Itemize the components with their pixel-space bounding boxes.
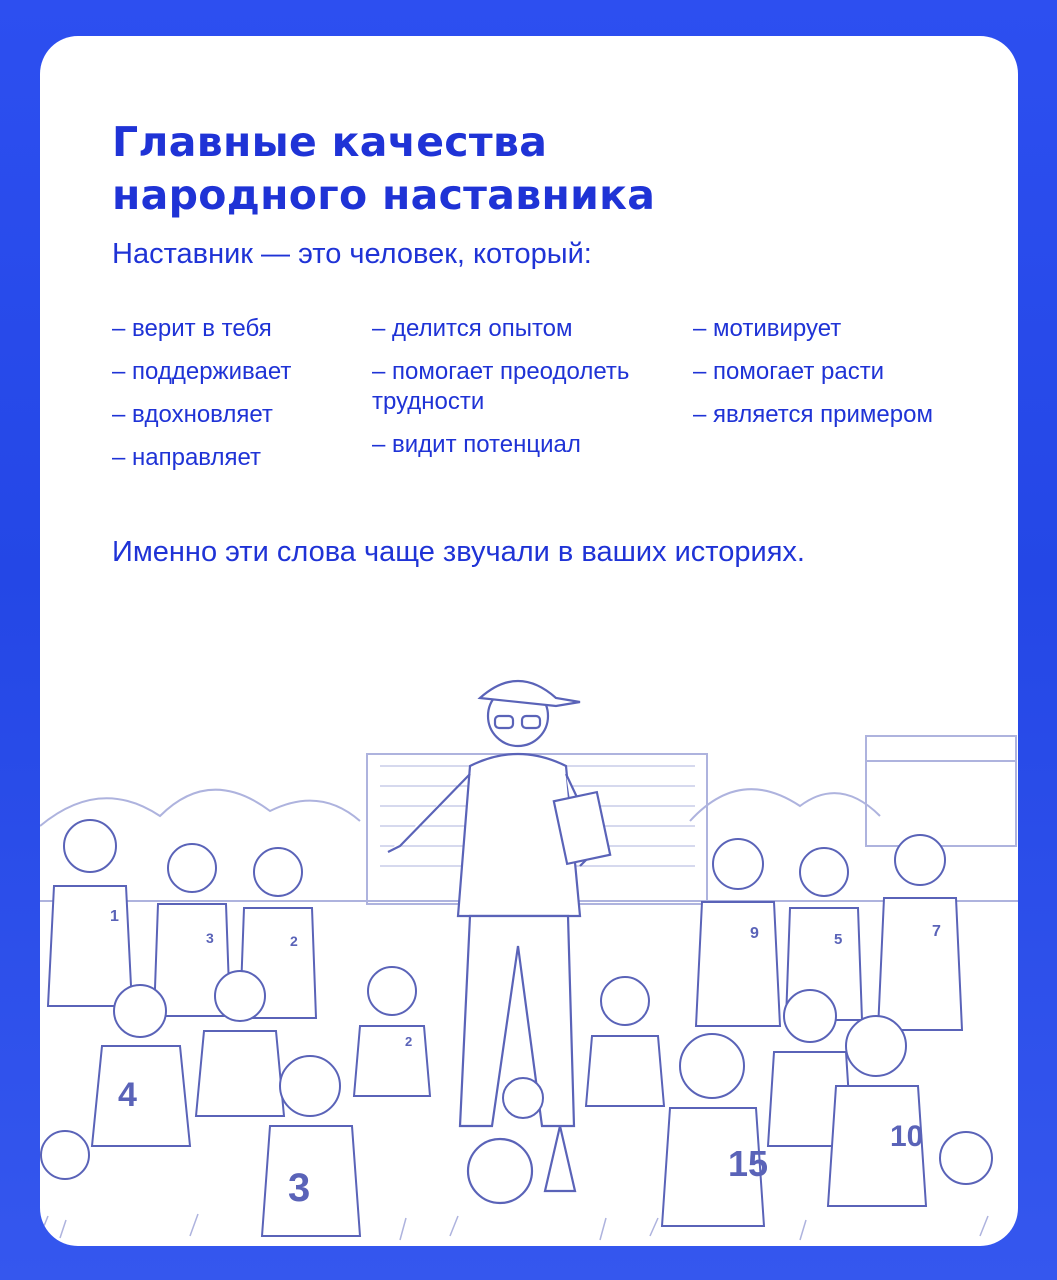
quality-item: – направляет — [112, 444, 262, 471]
coach-figure — [388, 681, 610, 1203]
quality-item: – видит потенциал — [372, 431, 581, 458]
quality-item: – поддерживает — [112, 358, 292, 385]
quality-item: – помогает преодолеть трудности — [372, 358, 630, 415]
grass-strokes — [40, 1214, 1016, 1240]
soccer-ball-right — [940, 1132, 992, 1184]
jersey-number: 3 — [288, 1166, 311, 1210]
qualities-column-1 — [112, 314, 291, 486]
quality-item: – верит в тебя — [112, 315, 272, 342]
soccer-ball-left — [41, 1131, 89, 1179]
kid-sitting-8 — [828, 1016, 926, 1206]
jersey-number: 1 — [110, 908, 119, 925]
kid-sitting-6 — [662, 1034, 764, 1226]
kid-standing-4 — [696, 839, 780, 1026]
quality-item: – вдохновляет — [112, 401, 273, 428]
jersey-number: 10 — [890, 1120, 924, 1153]
jersey-number: 2 — [405, 1034, 413, 1049]
coach-with-kids-illustration — [40, 646, 1018, 1246]
building-sketch — [866, 736, 1016, 846]
quality-item: – мотивирует — [693, 315, 842, 342]
quality-item: – делится опытом — [372, 315, 573, 342]
quality-item: – является примером — [693, 401, 933, 428]
soccer-ball-middle — [503, 1078, 543, 1118]
coach-glasses-right — [522, 716, 540, 728]
coach-glasses-left — [495, 716, 513, 728]
soccer-ball-center — [468, 1139, 532, 1203]
kid-sitting-4 — [354, 967, 430, 1096]
jersey-number: 2 — [290, 933, 298, 949]
quality-item: – помогает расти — [693, 358, 885, 385]
qualities-column-3 — [693, 314, 933, 443]
kid-sitting-5 — [586, 977, 664, 1106]
kid-standing-1 — [48, 820, 132, 1006]
jersey-number: 15 — [728, 1143, 769, 1184]
content-card — [40, 36, 1018, 1246]
qualities-column-2 — [372, 314, 692, 473]
tree-line-right — [690, 789, 880, 821]
jersey-number: 5 — [834, 931, 843, 948]
jersey-number: 4 — [118, 1076, 137, 1114]
closing-text: Именно эти слова чаще звучали в ваших историях. — [112, 536, 805, 568]
title-line-1: Главные качества — [112, 118, 548, 166]
jersey-number: 3 — [206, 930, 214, 946]
intro-text: Наставник — это человек, который: — [112, 238, 592, 270]
kid-standing-6 — [878, 835, 962, 1030]
title-line-2: народного наставника — [112, 171, 656, 219]
jersey-number: 9 — [750, 925, 759, 942]
page-title — [112, 116, 655, 222]
training-cone — [545, 1126, 575, 1191]
jersey-number: 7 — [932, 923, 941, 940]
